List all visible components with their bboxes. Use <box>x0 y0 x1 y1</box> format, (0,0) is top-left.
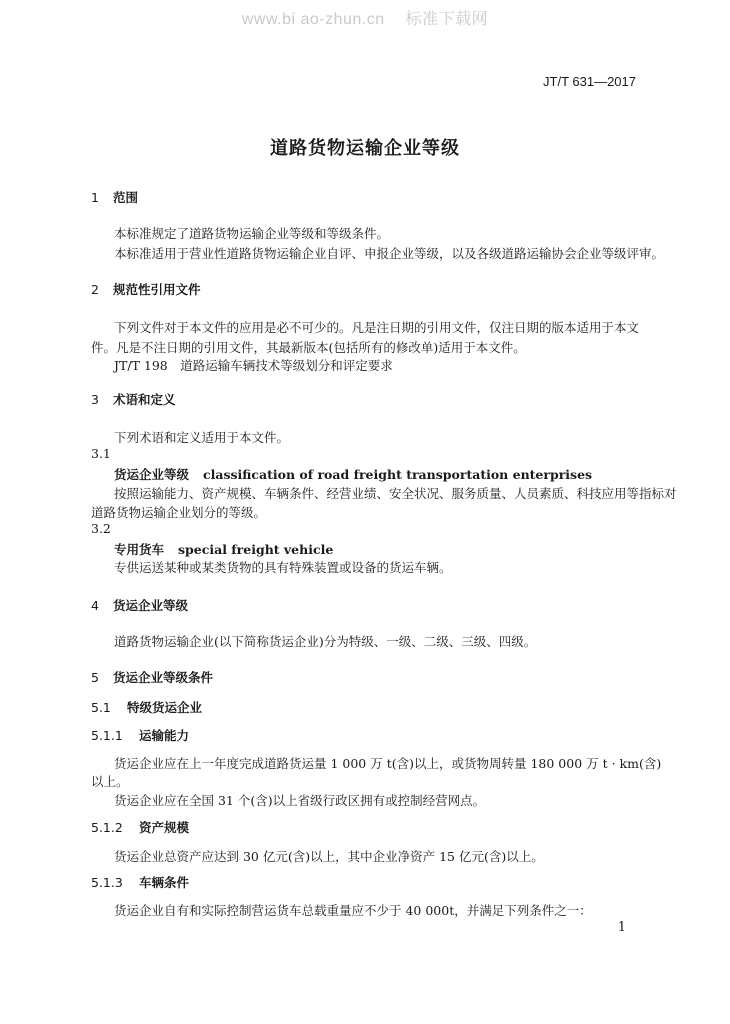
term-cn: 专用货车 <box>114 542 165 557</box>
section-title: 货运企业等级 <box>113 598 189 613</box>
section-number: 1 <box>91 190 99 205</box>
section-number: 5.1.2 <box>91 820 123 835</box>
section-5-1-2-heading <box>91 818 189 836</box>
term-3-1-def-2: 道路货物运输企业划分的等级。 <box>91 505 267 520</box>
section-number: 5.1.3 <box>91 875 123 890</box>
section-4-heading <box>91 596 188 614</box>
section-5-1-1-para-2: 货运企业应在全国 31 个(含)以上省级行政区拥有或控制经营网点。 <box>114 793 486 808</box>
page-title: 道路货物运输企业等级 <box>270 138 460 159</box>
section-title: 资产规模 <box>139 820 190 835</box>
term-en: special freight vehicle <box>178 542 334 557</box>
term-3-2-def-1: 专供运送某种或某类货物的具有特殊装置或设备的货运车辆。 <box>114 560 452 575</box>
term-cn: 货运企业等级 <box>114 467 190 482</box>
section-5-heading <box>91 668 213 686</box>
section-2-reference: JT/T 198 道路运输车辆技术等级划分和评定要求 <box>114 358 393 373</box>
section-number: 3 <box>91 392 99 407</box>
section-title: 特级货运企业 <box>127 700 203 715</box>
section-title: 规范性引用文件 <box>113 282 201 297</box>
section-2-para-1a: 下列文件对于本文件的应用是必不可少的。凡是注日期的引用文件，仅注日期的版本适用于本文 <box>114 320 640 335</box>
term-en: classification of road freight transportation enterprises <box>203 467 593 482</box>
section-title: 范围 <box>113 190 139 205</box>
section-5-1-3-para-1: 货运企业自有和实际控制营运货车总载重量应不少于 40 000t，并满足下列条件之一： <box>114 903 592 918</box>
section-5-1-1-para-1a: 货运企业应在上一年度完成道路货运量 1 000 万 t(含)以上，或货物周转量 180 000 万 t · km(含) <box>114 756 662 771</box>
standard-code: JT/T 631—2017 <box>543 74 636 89</box>
section-title: 车辆条件 <box>139 875 190 890</box>
section-number: 5.1 <box>91 700 111 715</box>
section-5-1-2-para-1: 货运企业总资产应达到 30 亿元(含)以上，其中企业净资产 15 亿元(含)以上。 <box>114 849 544 864</box>
watermark-site: www.bi ao-zhun.cn <box>241 11 385 28</box>
section-5-1-3-heading <box>91 873 189 891</box>
watermark <box>0 6 730 29</box>
term-3-2-heading <box>114 540 333 558</box>
watermark-label: 标准下载网 <box>405 11 489 28</box>
section-3-heading <box>91 390 176 408</box>
section-number: 4 <box>91 598 99 613</box>
section-5-1-1-para-1b: 以上。 <box>91 774 129 789</box>
section-2-heading <box>91 280 201 298</box>
section-5-1-1-heading <box>91 726 189 744</box>
section-title: 术语和定义 <box>113 392 176 407</box>
term-3-1-def-1: 按照运输能力、资产规模、车辆条件、经营业绩、安全状况、服务质量、人员素质、科技应用等指标对 <box>114 486 677 501</box>
term-3-1-number: 3.1 <box>91 446 111 461</box>
section-5-1-heading <box>91 698 202 716</box>
term-3-1-heading <box>114 465 592 483</box>
section-number: 2 <box>91 282 99 297</box>
section-2-para-1b: 件。凡是不注日期的引用文件，其最新版本(包括所有的修改单)适用于本文件。 <box>91 340 526 355</box>
page-number: 1 <box>617 920 626 935</box>
section-1-para-2: 本标准适用于营业性道路货物运输企业自评、申报企业等级，以及各级道路运输协会企业等级评审。 <box>114 246 665 261</box>
section-number: 5.1.1 <box>91 728 123 743</box>
section-1-para-1: 本标准规定了道路货物运输企业等级和等级条件。 <box>114 226 390 241</box>
section-4-para-1: 道路货物运输企业(以下简称货运企业)分为特级、一级、二级、三级、四级。 <box>114 634 537 649</box>
section-title: 货运企业等级条件 <box>113 670 214 685</box>
section-1-heading <box>91 188 138 206</box>
section-title: 运输能力 <box>139 728 190 743</box>
section-3-intro: 下列术语和定义适用于本文件。 <box>114 430 290 445</box>
term-3-2-number: 3.2 <box>91 521 111 536</box>
section-number: 5 <box>91 670 99 685</box>
